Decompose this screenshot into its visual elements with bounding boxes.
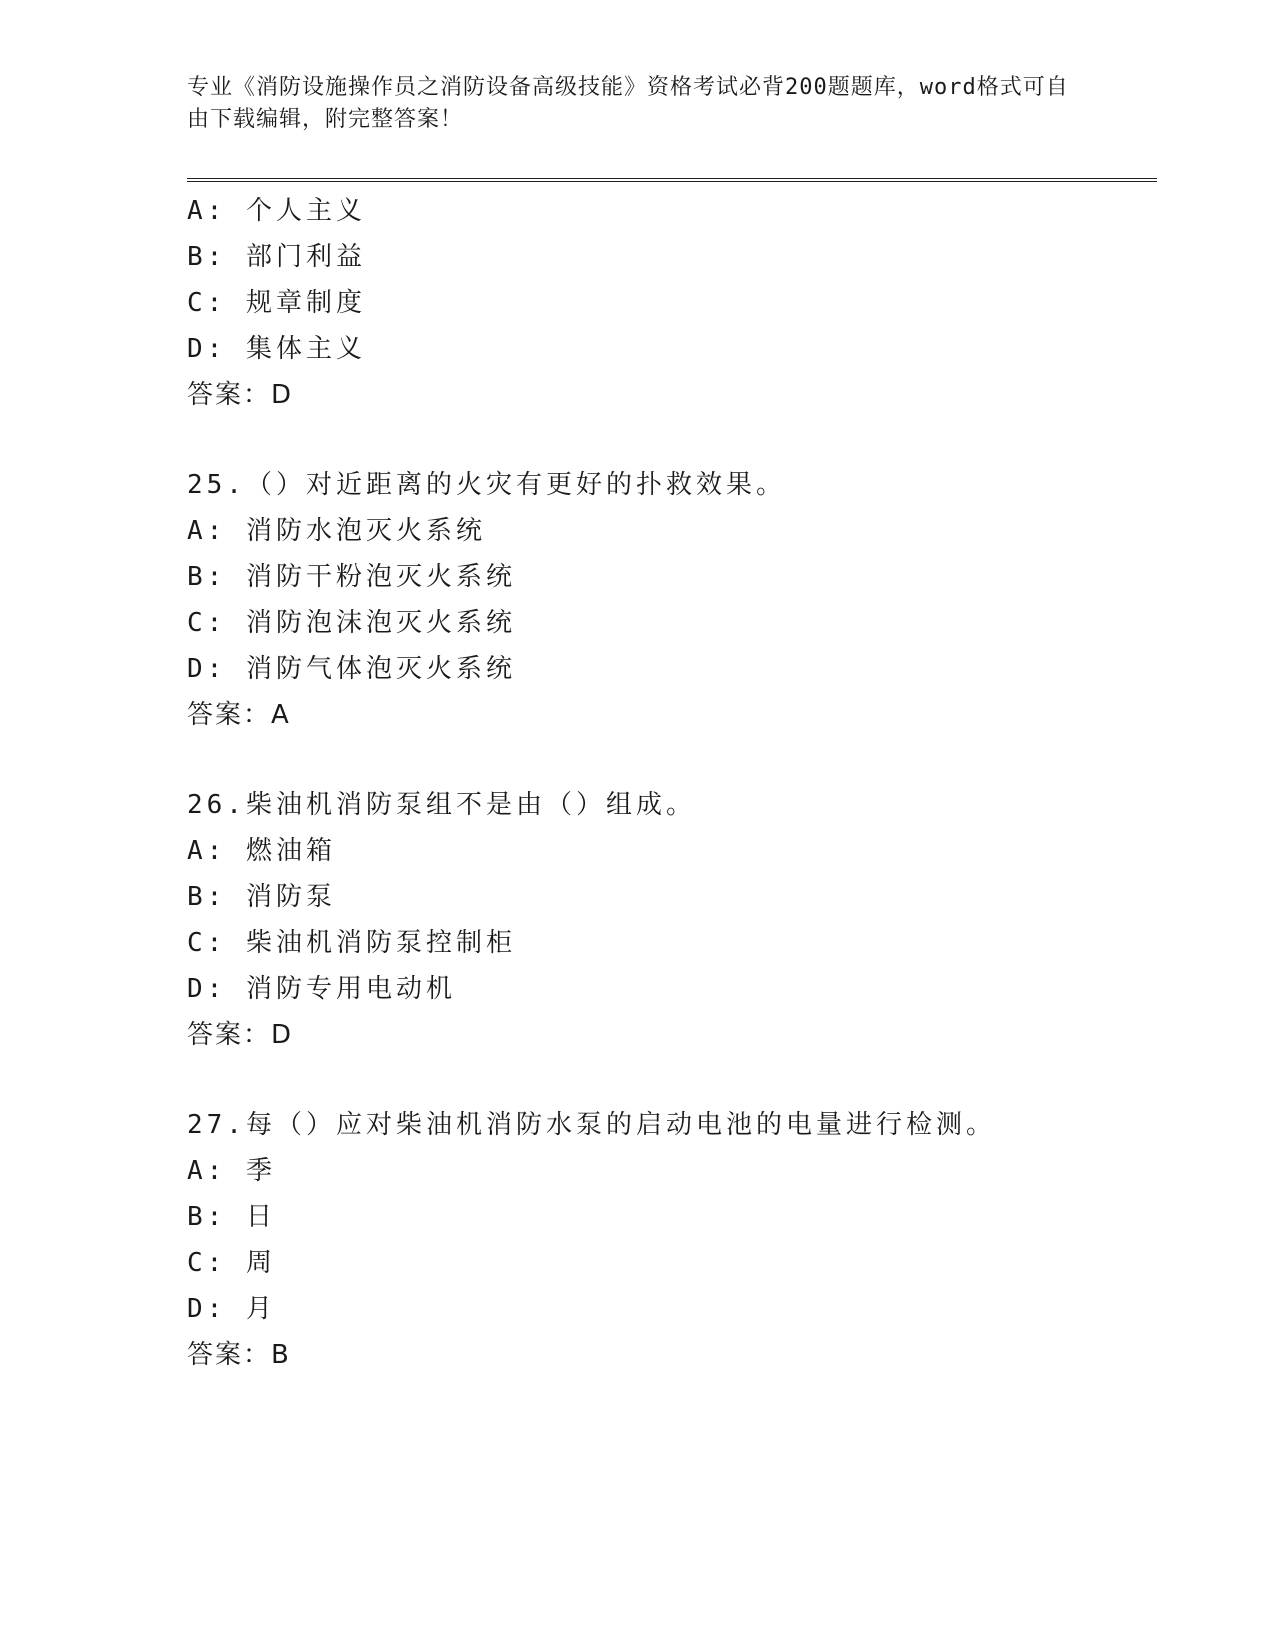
question-block-25 (187, 462, 1147, 738)
option-b: B: 消防干粉泡灭火系统 (187, 562, 516, 592)
question-stem: 27.每（）应对柴油机消防水泵的启动电池的电量进行检测。 (187, 1110, 996, 1140)
option-a: A: 消防水泡灭火系统 (187, 516, 486, 546)
option-b: B: 日 (187, 1202, 276, 1232)
answer-line: 答案：B (187, 1340, 291, 1370)
option-d: D: 集体主义 (187, 334, 366, 364)
option-a: A: 燃油箱 (187, 836, 336, 866)
option-d: D: 消防专用电动机 (187, 974, 456, 1004)
option-a: A: 个人主义 (187, 196, 366, 226)
question-block-24 (187, 188, 1147, 418)
question-stem: 26.柴油机消防泵组不是由（）组成。 (187, 790, 696, 820)
answer-line: 答案：D (187, 380, 294, 410)
option-c: C: 规章制度 (187, 288, 366, 318)
header-divider (187, 178, 1157, 182)
option-b: B: 部门利益 (187, 242, 366, 272)
question-stem: 25.（）对近距离的火灾有更好的扑救效果。 (187, 470, 786, 500)
page-header: 专业《消防设施操作员之消防设备高级技能》资格考试必背200题题库，word格式可自由下载编辑，附完整答案！ (187, 75, 1069, 132)
question-block-27 (187, 1102, 1147, 1378)
answer-line: 答案：D (187, 1020, 294, 1050)
option-d: D: 消防气体泡灭火系统 (187, 654, 516, 684)
option-b: B: 消防泵 (187, 882, 336, 912)
answer-line: 答案：A (187, 700, 291, 730)
option-d: D: 月 (187, 1294, 276, 1324)
option-c: C: 周 (187, 1248, 276, 1278)
option-a: A: 季 (187, 1156, 276, 1186)
option-c: C: 消防泡沫泡灭火系统 (187, 608, 516, 638)
question-block-26 (187, 782, 1147, 1058)
option-c: C: 柴油机消防泵控制柜 (187, 928, 516, 958)
document-body (187, 188, 1147, 1378)
